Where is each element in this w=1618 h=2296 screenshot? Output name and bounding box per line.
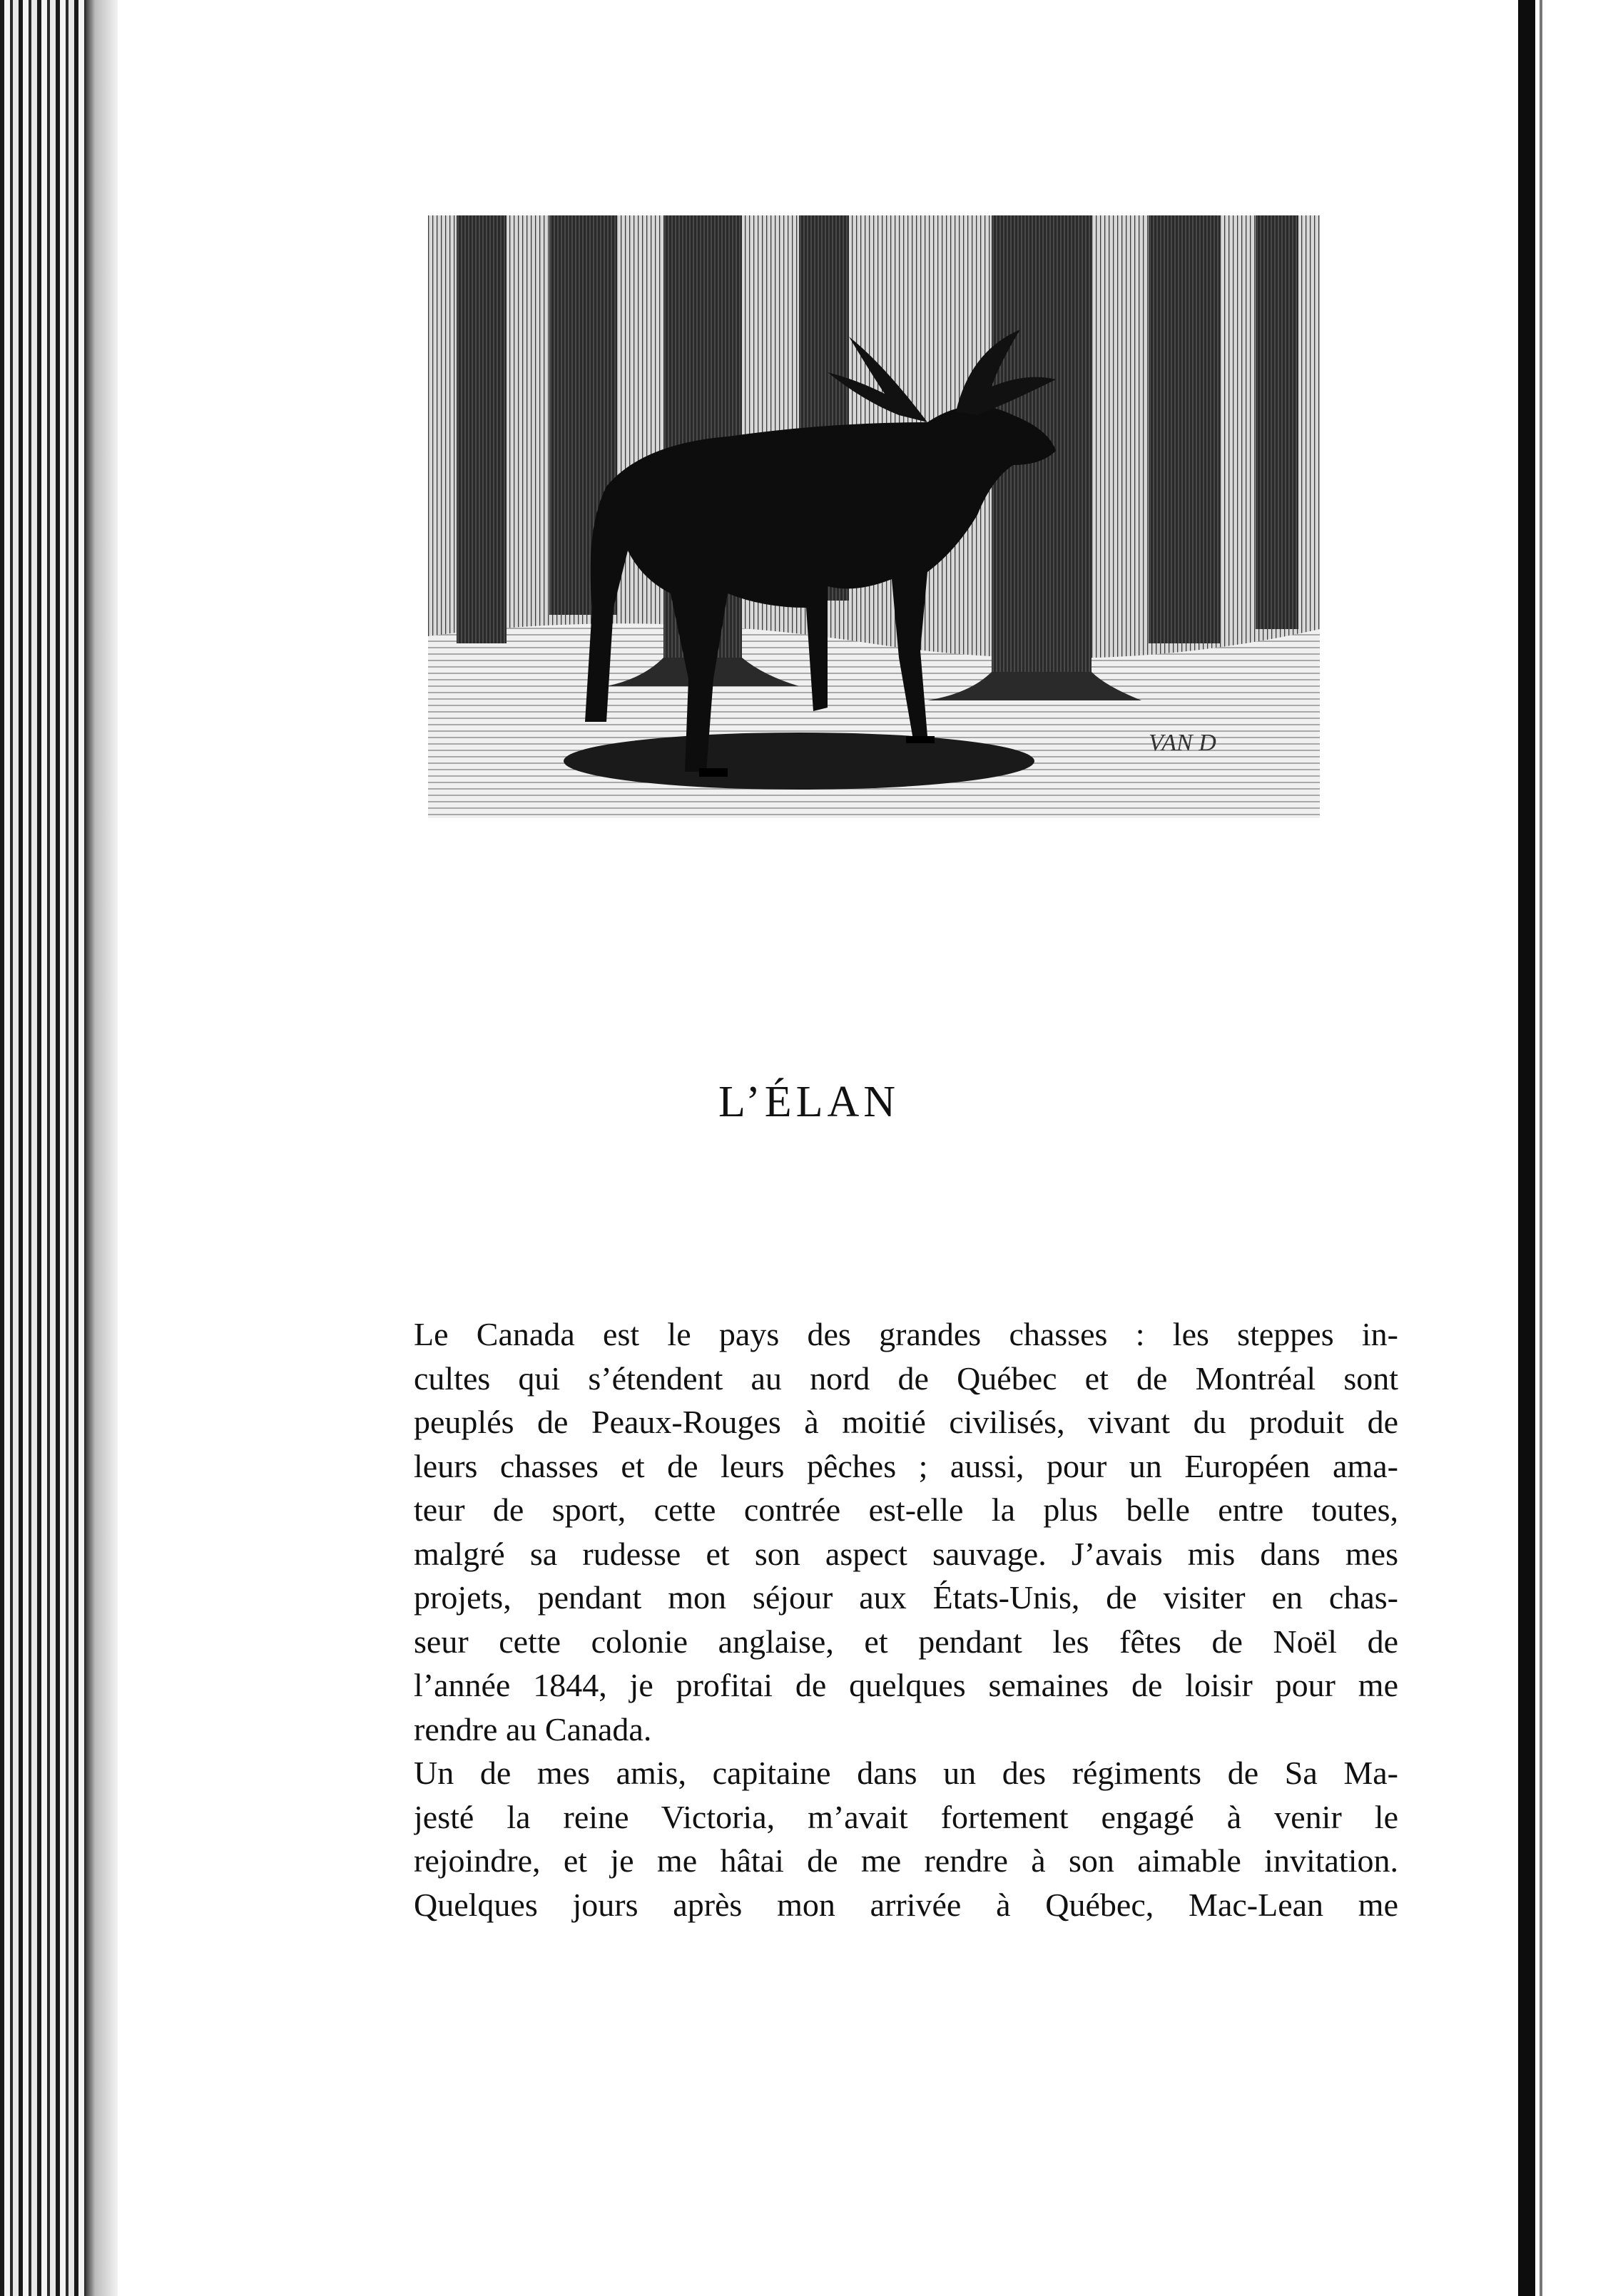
body-line: rejoindre, et je me hâtai de me rendre à son aimable invitation. bbox=[414, 1842, 1398, 1879]
body-line: malgré sa rudesse et son aspect sauvage. J’avais mis dans mes bbox=[414, 1535, 1398, 1572]
body-line: projets, pendant mon séjour aux États-Unis, de visiter en chas- bbox=[414, 1579, 1398, 1616]
page-edge-dark-band bbox=[1518, 0, 1535, 2296]
book-page-edge-right bbox=[1518, 0, 1618, 2296]
body-line: rendre au Canada. bbox=[414, 1710, 652, 1747]
body-line: peuplés de Peaux-Rouges à moitié civilisés, vivant du produit de bbox=[414, 1404, 1398, 1440]
body-line: jesté la reine Victoria, m’avait fortement engagé à venir le bbox=[414, 1798, 1398, 1835]
illustration-signature: VAN D bbox=[1149, 730, 1216, 756]
body-line: leurs chasses et de leurs pêches ; aussi, pour un Européen ama- bbox=[414, 1447, 1398, 1484]
body-line: l’année 1844, je profitai de quelques semaines de loisir pour me bbox=[414, 1667, 1398, 1703]
chapter-title: L’ÉLAN bbox=[718, 1078, 900, 1126]
body-line: Quelques jours après mon arrivée à Québec, Mac-Lean me bbox=[414, 1886, 1398, 1923]
book-gutter-shadow bbox=[86, 0, 118, 2296]
page-edge-thin-rule bbox=[1540, 0, 1542, 2296]
moose-engraving-illustration bbox=[428, 208, 1320, 818]
body-line: teur de sport, cette contrée est-elle la plus belle entre toutes, bbox=[414, 1491, 1398, 1528]
body-text bbox=[414, 1312, 1398, 1927]
moose-engraving-svg bbox=[428, 208, 1320, 818]
body-line: Le Canada est le pays des grandes chasses : les steppes in- bbox=[414, 1316, 1398, 1352]
body-line: seur cette colonie anglaise, et pendant les fêtes de Noël de bbox=[414, 1623, 1398, 1660]
body-line: cultes qui s’étendent au nord de Québec et de Montréal sont bbox=[414, 1359, 1398, 1397]
body-line: Un de mes amis, capitaine dans un des régiments de Sa Ma- bbox=[414, 1755, 1398, 1791]
